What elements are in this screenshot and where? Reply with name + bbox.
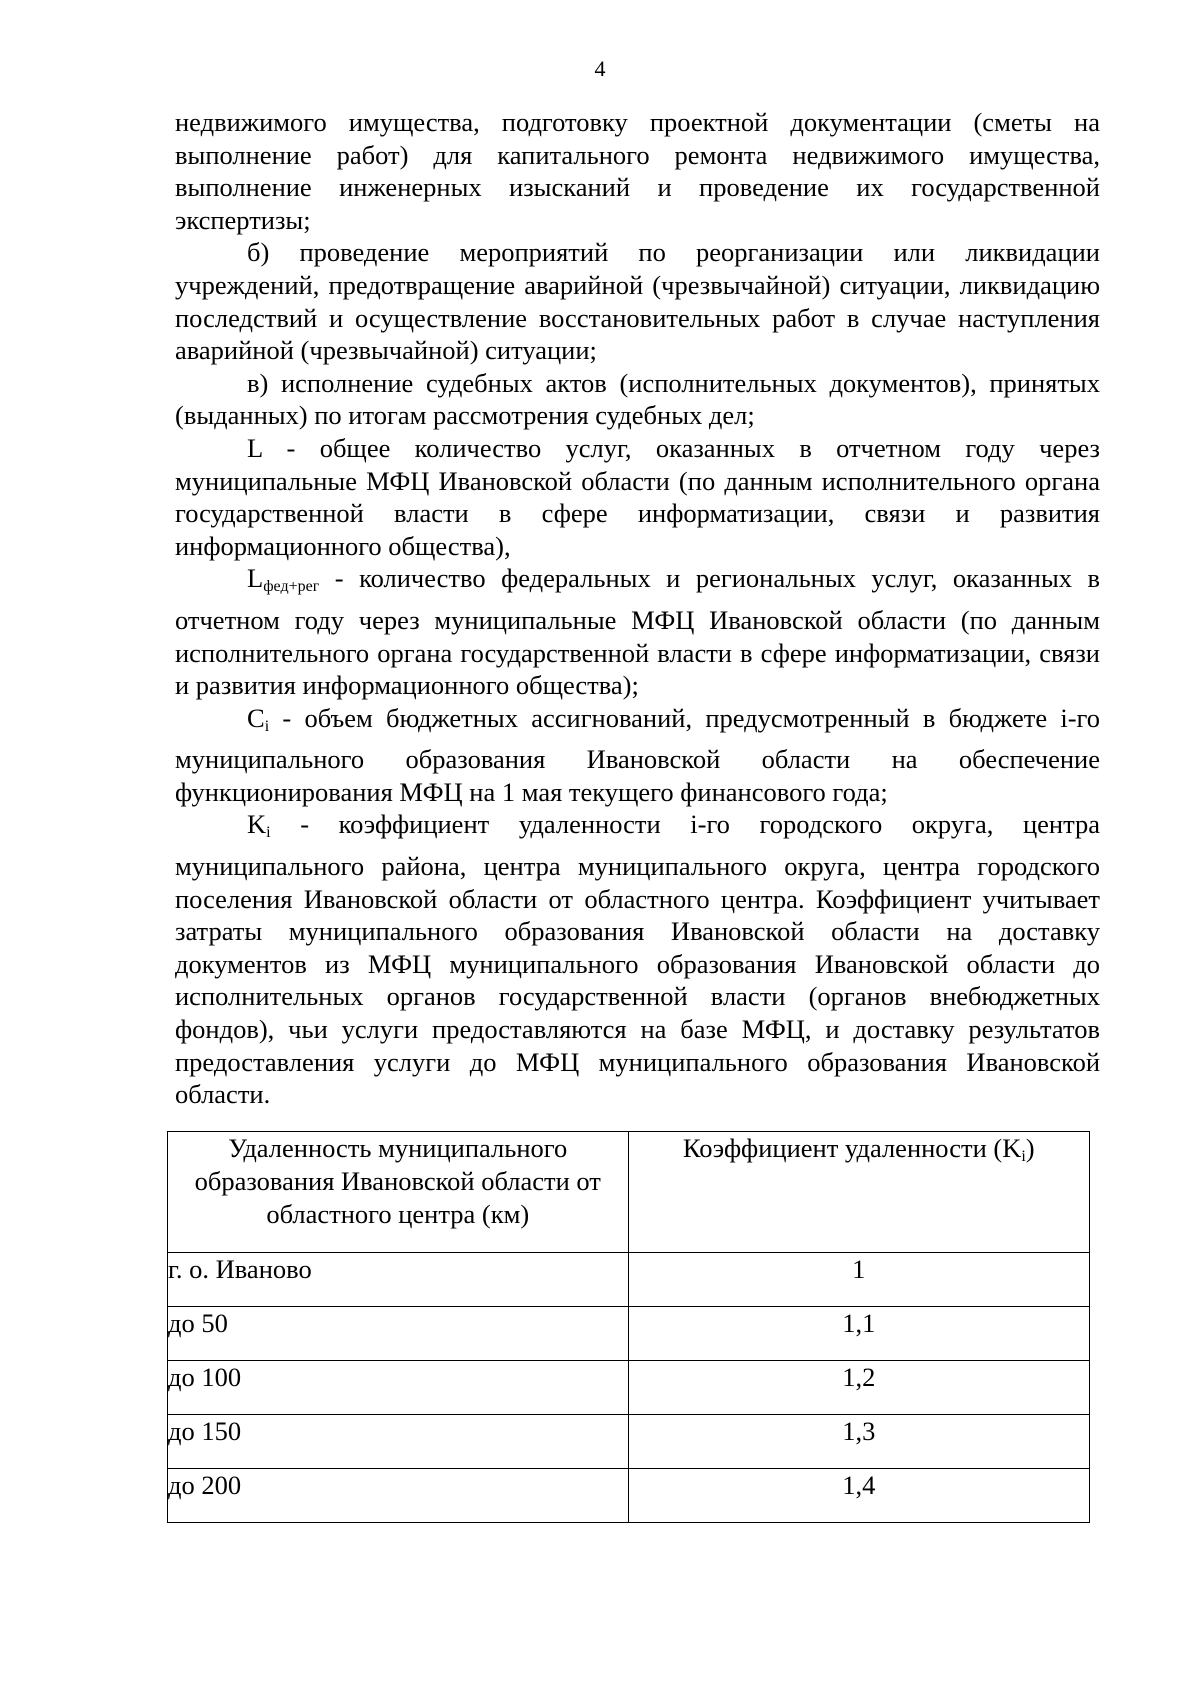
paragraph-court-acts: в) исполнение судебных актов (исполнительных документов), принятых (выданных) по итогам рассмотрения судебных дел; — [175, 367, 1100, 431]
ki-symbol: K — [247, 809, 267, 840]
header-coefficient-text: Коэффициент удаленности (K — [682, 1133, 1022, 1163]
paragraph-property-works: недвижимого имущества, подготовку проектной документации (сметы на выполнение работ) для капитального ремонта недвижимого имущества, выполнение инженерных изысканий и проведение их государственной экспертизы; — [175, 107, 1100, 235]
distance-cell: до 150 — [168, 1415, 629, 1469]
paragraph-ki-definition — [175, 808, 1100, 1110]
ci-subscript: i — [264, 717, 270, 735]
ki-subscript: i — [266, 824, 271, 842]
coefficient-cell: 1 — [628, 1253, 1089, 1307]
distance-cell: до 100 — [168, 1361, 629, 1415]
table-row — [168, 1361, 1090, 1415]
document-body — [175, 106, 1100, 1111]
coefficient-cell: 1,2 — [628, 1361, 1089, 1415]
distance-cell: до 50 — [168, 1307, 629, 1361]
paragraph-ci-definition — [175, 702, 1100, 809]
paragraph-lfedreg-definition — [175, 562, 1100, 701]
paragraph-l-definition: L - общее количество услуг, оказанных в отчетном году через муниципальные МФЦ Ивановской области (по данным исполнительного органа государственной власти в сфере информатизации, связи и развития информационного общества), — [175, 432, 1100, 561]
header-coefficient-close: ) — [1025, 1133, 1035, 1163]
lfedreg-symbol: L — [247, 563, 264, 594]
ki-text: - коэффициент удаленности i-го городского округа, центра муниципального района, центра муниципального округа, центра городского поселения Ивановской области от областного центра. Коэффициент учитывает затраты муниципального образования Ивановской области на доставку документов из МФЦ муниципального образования Ивановской области до исполнительных органов государственной власти (органов внебюджетных фондов), чьи услуги предоставляются на базе МФЦ, и доставку результатов предоставления услуги до МФЦ муниципального образования Ивановской области. — [175, 809, 1100, 1110]
coefficient-cell: 1,4 — [628, 1469, 1089, 1523]
distance-cell: г. о. Иваново — [168, 1253, 629, 1307]
lfedreg-text: - количество федеральных и региональных услуг, оказанных в отчетном году через муниципальные МФЦ Ивановской области (по данным исполнительного органа государственной власти в сфере информатизации, связи и развития информационного общества); — [175, 563, 1100, 701]
table-row — [168, 1415, 1090, 1469]
header-distance: Удаленность муниципального образования Ивановской области от областного центра (км) — [168, 1132, 629, 1253]
table-row — [168, 1469, 1090, 1523]
lfedreg-subscript: фед+рег — [263, 578, 320, 596]
ci-symbol: C — [247, 702, 265, 733]
ci-text: - объем бюджетных ассигнований, предусмотренный в бюджете i-го муниципального образования Ивановской области на обеспечение функционирования МФЦ на 1 мая текущего финансового года; — [175, 702, 1100, 807]
table-header-row — [168, 1132, 1090, 1253]
table-row — [168, 1253, 1090, 1307]
table-row — [168, 1307, 1090, 1361]
paragraph-reorganization: б) проведение мероприятий по реорганизации или ликвидации учреждений, предотвращение аварийной (чрезвычайной) ситуации, ликвидацию последствий и осуществление восстановительных работ в случае наступления аварийной (чрезвычайной) ситуации; — [175, 237, 1100, 366]
header-coefficient-sub: i — [1021, 1148, 1026, 1165]
distance-coefficient-table — [167, 1131, 1090, 1523]
coefficient-cell: 1,3 — [628, 1415, 1089, 1469]
coefficient-cell: 1,1 — [628, 1307, 1089, 1361]
header-coefficient — [628, 1132, 1089, 1253]
page-number: 4 — [594, 56, 606, 81]
distance-cell: до 200 — [168, 1469, 629, 1523]
